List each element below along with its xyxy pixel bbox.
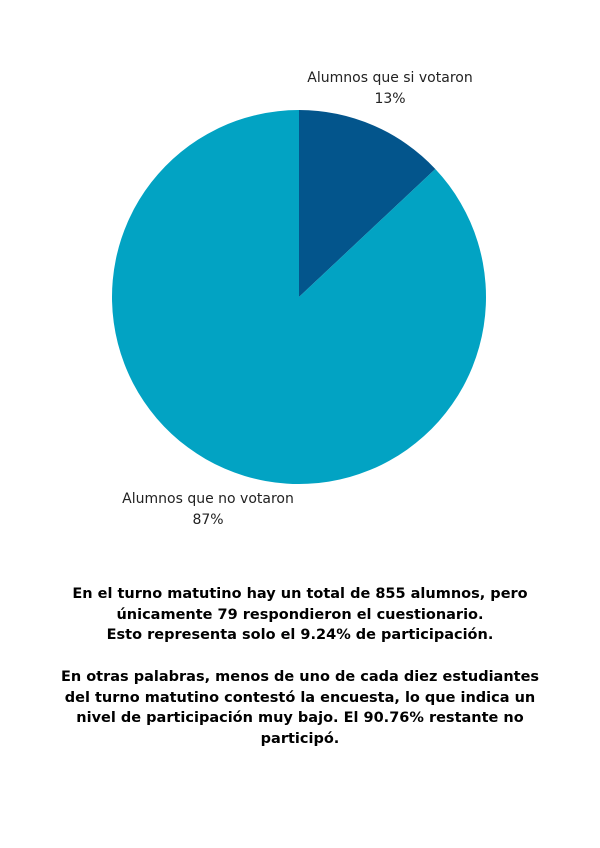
- caption-line: nivel de participación muy bajo. El 90.76% restante no: [76, 710, 524, 726]
- caption-line: En otras palabras, menos de uno de cada diez estudiantes: [60, 669, 540, 685]
- slice-label: Alumnos que si votaron: [307, 70, 473, 86]
- caption-line: únicamente 79 respondieron el cuestionario.: [116, 606, 484, 623]
- caption-line: Esto representa solo el 9.24% de participación.: [106, 627, 494, 643]
- pie-slices: [112, 110, 486, 484]
- caption-paragraph-1: [40, 584, 560, 646]
- slice-value-label: 87%: [192, 512, 224, 528]
- slice-value-label: 13%: [374, 91, 406, 107]
- caption-line: participó.: [260, 730, 340, 747]
- slice-label: Alumnos que no votaron: [122, 491, 294, 507]
- caption-line: En el turno matutino hay un total de 855 alumnos, pero: [72, 586, 528, 602]
- caption-paragraph-2: [40, 667, 560, 749]
- caption-line: del turno matutino contestó la encuesta, lo que indica un: [64, 689, 536, 706]
